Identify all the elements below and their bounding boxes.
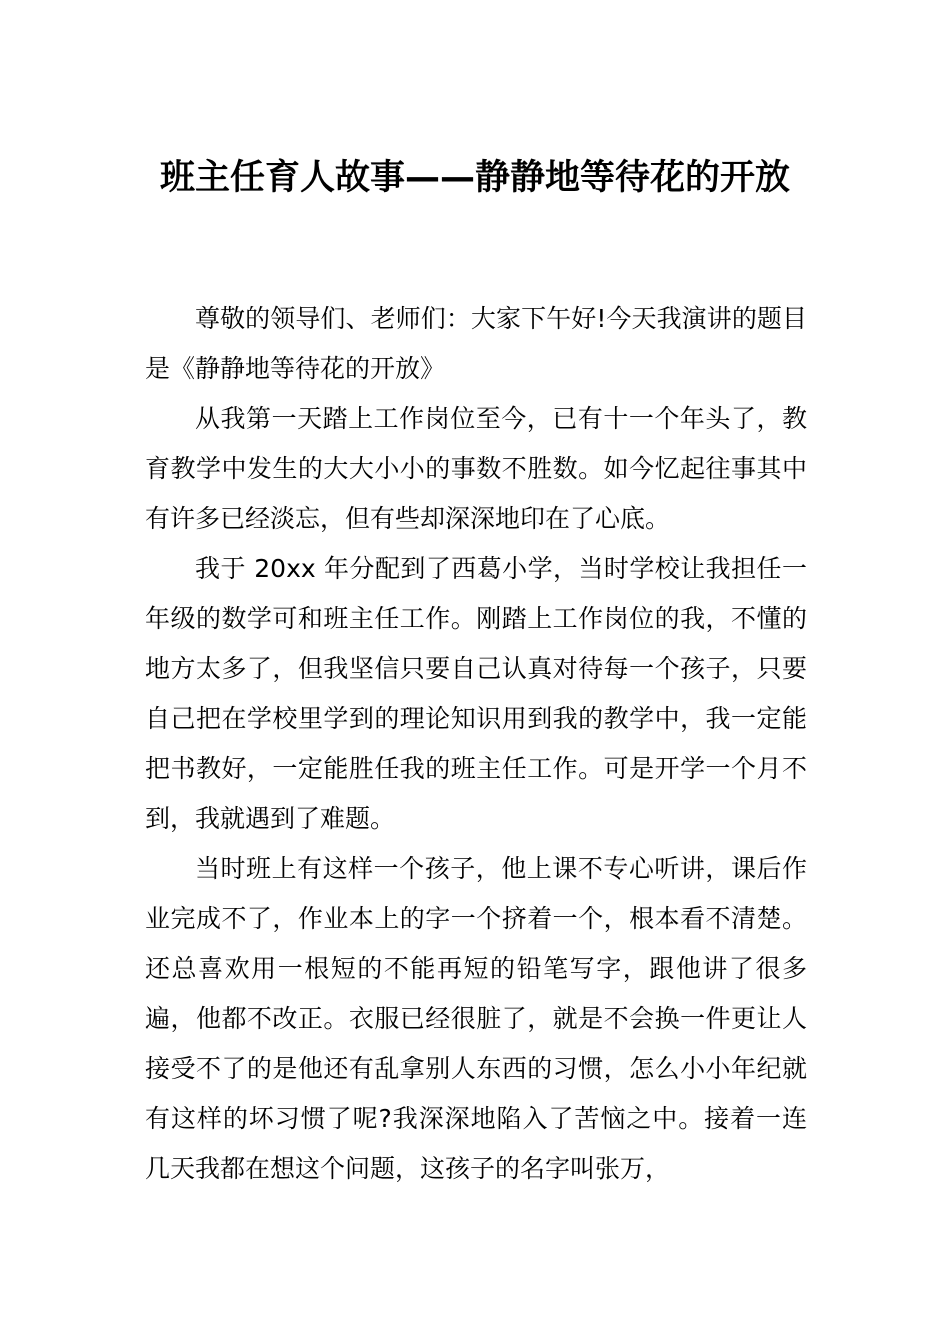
paragraph-career-start: 从我第一天踏上工作岗位至今，已有十一个年头了，教育教学中发生的大大小小的事数不胜数。如今忆起往事其中有许多已经淡忘，但有些却深深地印在了心底。	[145, 404, 807, 533]
paragraph-student-story: 当时班上有这样一个孩子，他上课不专心听讲，课后作业完成不了，作业本上的字一个挤着一个，根本看不清楚。还总喜欢用一根短的不能再短的铅笔写字，跟他讲了很多遍，他都不改正。衣服已经很脏了，就是不会换一件更让人接受不了的是他还有乱拿别人东西的习惯，怎么小小年纪就有这样的坏习惯了呢?我深深地陷入了苦恼之中。接着一连几天我都在想这个问题，这孩子的名字叫张万，	[145, 854, 807, 1183]
document-title: 班主任育人故事——静静地等待花的开放	[159, 158, 790, 198]
document-body	[145, 294, 807, 1194]
paragraph-assignment: 我于 20xx 年分配到了西葛小学，当时学校让我担任一年级的数学可和班主任工作。刚踏上工作岗位的我，不懂的地方太多了，但我坚信只要自己认真对待每一个孩子，只要自己把在学校里学到的理论知识用到我的教学中，我一定能把书教好，一定能胜任我的班主任工作。可是开学一个月不到，我就遇到了难题。	[145, 554, 807, 833]
paragraph-greeting: 尊敬的领导们、老师们：大家下午好!今天我演讲的题目是《静静地等待花的开放》	[145, 304, 807, 383]
